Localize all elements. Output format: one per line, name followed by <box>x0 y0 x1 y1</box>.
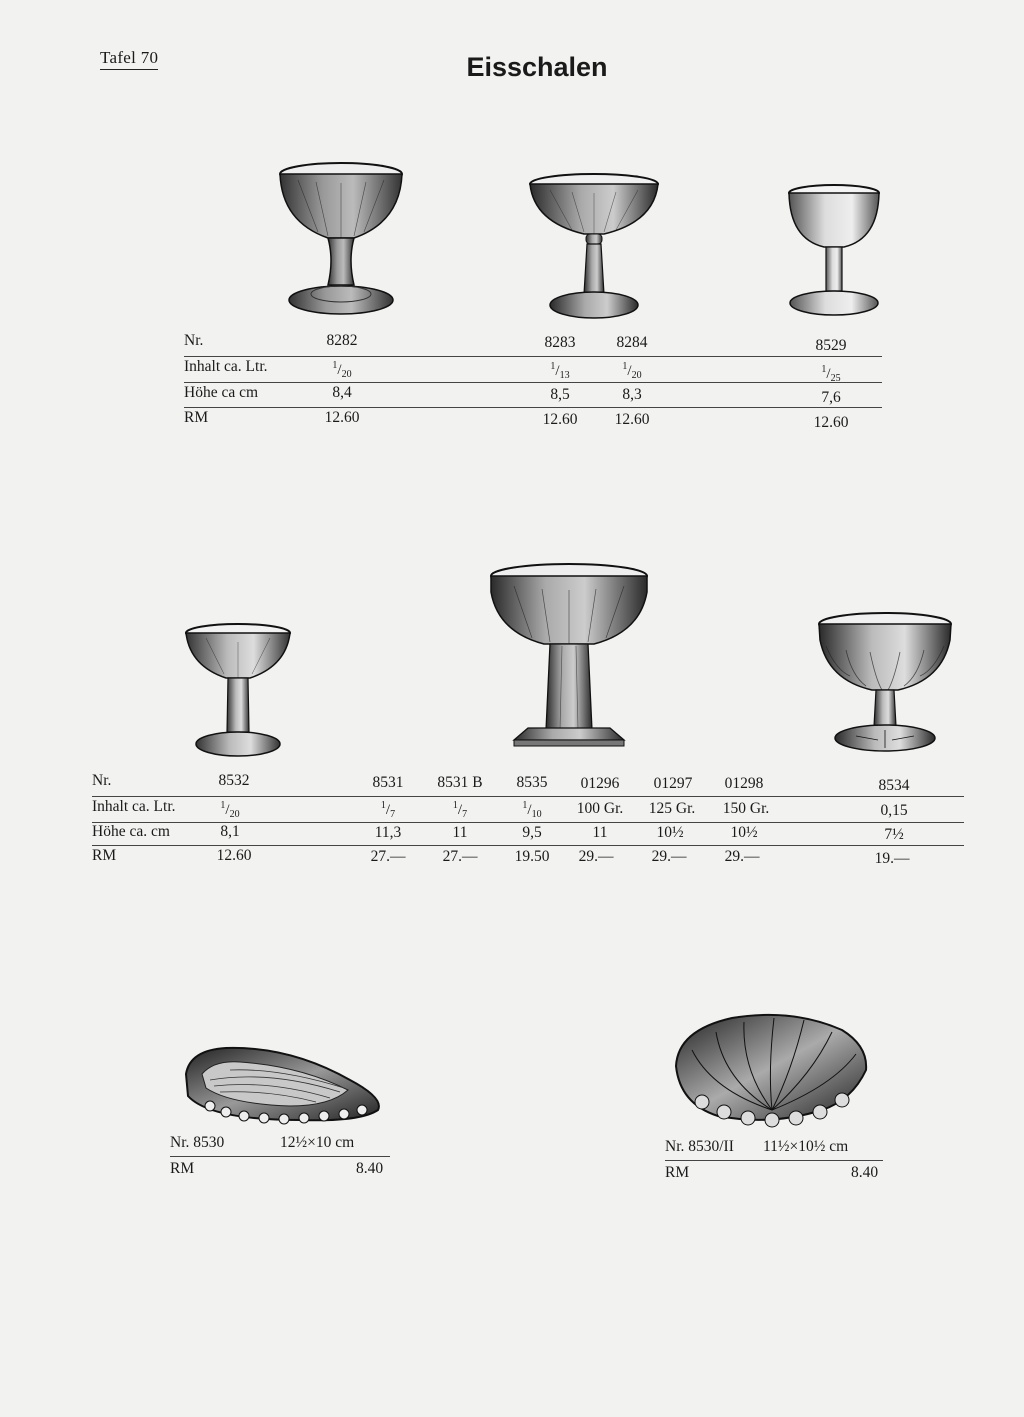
table-cell-rm: 12.60 <box>324 409 360 426</box>
table-cell-inhalt: $^1/_7$ <box>380 800 396 820</box>
table-cell-nr: 01297 <box>653 775 693 792</box>
table-cell-inhalt: $^1/_{25}$ <box>821 364 841 384</box>
shell-dish-8530-caption <box>170 1134 390 1184</box>
table-cell-rm: 12.60 <box>813 414 849 431</box>
table-cell-nr: 8535 <box>516 774 548 791</box>
plate-label: Tafel 70 <box>100 48 158 70</box>
table-cell-inhalt: $^1/_7$ <box>452 800 468 820</box>
shell-dish-8530-icon <box>180 1040 386 1126</box>
table-cell-hoehe: 11 <box>452 824 468 841</box>
footed-ice-cup-8282-icon <box>278 160 404 318</box>
table-cell-inhalt: 125 Gr. <box>648 800 696 817</box>
table-cell-nr: 8531 B <box>437 774 483 791</box>
dimensions: 12½×10 cm <box>280 1134 355 1151</box>
table-cell-hoehe: 8,3 <box>622 386 642 403</box>
price: 8.40 <box>356 1160 384 1177</box>
table-cell-inhalt: $^1/_{20}$ <box>622 361 642 381</box>
table-cell-rm: 29.— <box>724 848 760 865</box>
table-cell-inhalt: $^1/_{13}$ <box>550 361 570 381</box>
table-cell-rm: 12.60 <box>614 411 650 428</box>
table-cell-rm: 27.— <box>442 848 478 865</box>
table-cell-rm: 12.60 <box>216 847 252 864</box>
table-cell-hoehe: 8,5 <box>550 386 570 403</box>
caption-rule <box>170 1156 390 1157</box>
table-cell-hoehe: 10½ <box>656 824 684 841</box>
price-table-2 <box>92 772 966 872</box>
table-cell-inhalt: 0,15 <box>880 802 908 819</box>
table-cell-nr: 8534 <box>878 777 910 794</box>
table-cell-nr: 8283 <box>544 334 576 351</box>
row-label-hoehe: Höhe ca. cm <box>92 823 170 840</box>
table-rule <box>184 356 882 357</box>
table-cell-hoehe: 7,6 <box>821 389 841 406</box>
table-cell-nr: 8532 <box>218 772 250 789</box>
table-cell-rm: 29.— <box>578 848 614 865</box>
table-cell-hoehe: 11,3 <box>374 824 402 841</box>
row-label-inhalt: Inhalt ca. Ltr. <box>92 798 176 815</box>
product-number: Nr. 8530 <box>170 1134 225 1151</box>
row-label-nr: Nr. <box>184 332 204 349</box>
table-cell-inhalt: 100 Gr. <box>576 800 624 817</box>
table-cell-hoehe: 7½ <box>884 826 904 843</box>
table-cell-inhalt: $^1/_{10}$ <box>522 800 542 820</box>
table-cell-nr: 8284 <box>616 334 648 351</box>
table-rule <box>92 796 964 797</box>
table-cell-hoehe: 10½ <box>730 824 758 841</box>
row-label-rm: RM <box>92 847 117 864</box>
table-rule <box>92 845 964 846</box>
table-cell-inhalt: $^1/_{20}$ <box>220 800 240 820</box>
shell-dish-8530-II-icon <box>672 1010 870 1130</box>
table-cell-inhalt: 150 Gr. <box>722 800 770 817</box>
table-cell-rm: 19.— <box>874 850 910 867</box>
stemmed-ice-cup-8532-icon <box>184 622 292 758</box>
table-cell-hoehe: 8,1 <box>220 823 240 840</box>
caption-rule <box>665 1160 883 1161</box>
row-label-rm: RM <box>184 409 209 426</box>
table-rule <box>184 382 882 383</box>
table-cell-rm: 27.— <box>370 848 406 865</box>
table-cell-inhalt: $^1/_{20}$ <box>332 360 352 380</box>
shell-dish-8530-II-caption <box>665 1138 883 1188</box>
row-label-inhalt: Inhalt ca. Ltr. <box>184 358 268 375</box>
table-cell-rm: 29.— <box>651 848 687 865</box>
dimensions: 11½×10½ cm <box>763 1138 849 1155</box>
table-cell-hoehe: 11 <box>592 824 608 841</box>
table-cell-nr: 01296 <box>580 775 620 792</box>
product-number: Nr. 8530/II <box>665 1138 734 1155</box>
row-label-nr: Nr. <box>92 772 112 789</box>
table-cell-nr: 8282 <box>326 332 358 349</box>
table-cell-nr: 8529 <box>815 337 847 354</box>
table-cell-rm: 12.60 <box>542 411 578 428</box>
footed-ice-bowl-8534-icon <box>816 610 954 756</box>
page-title: Eisschalen <box>466 52 608 82</box>
table-cell-rm: 19.50 <box>514 848 550 865</box>
stemmed-ice-cup-8529-icon <box>786 183 882 317</box>
row-label-hoehe: Höhe ca cm <box>184 384 259 401</box>
tall-footed-ice-bowl-8535-icon <box>488 562 650 754</box>
table-rule <box>184 407 882 408</box>
price-table-1 <box>184 332 884 432</box>
table-cell-nr: 01298 <box>724 775 764 792</box>
table-cell-hoehe: 9,5 <box>522 824 542 841</box>
price: 8.40 <box>851 1164 879 1181</box>
price-label: RM <box>665 1164 690 1181</box>
table-cell-hoehe: 8,4 <box>332 384 352 401</box>
price-label: RM <box>170 1160 195 1177</box>
stemmed-ice-cup-8283-icon <box>528 172 660 320</box>
table-cell-nr: 8531 <box>372 774 404 791</box>
